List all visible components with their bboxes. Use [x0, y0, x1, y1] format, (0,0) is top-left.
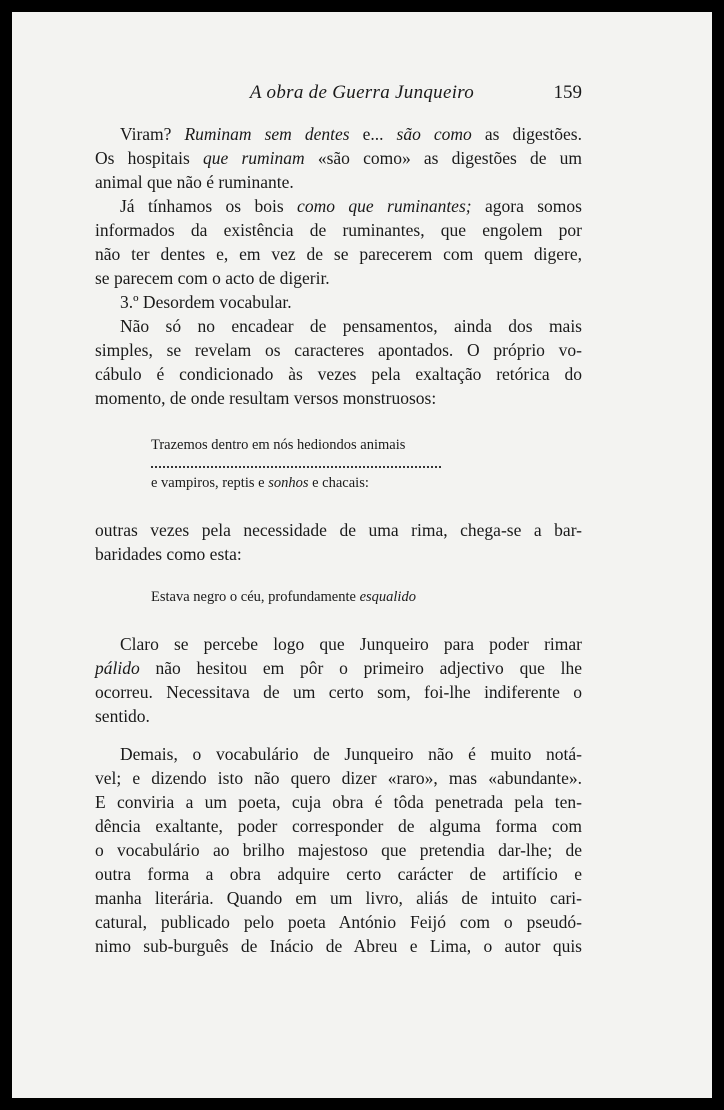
- text-line: Os hospitais que ruminam «são como» as digestões de um: [95, 148, 582, 168]
- verse-line: Trazemos dentro em nós hediondos animais: [151, 437, 406, 453]
- text-line: Demais, o vocabulário de Junqueiro não é muito notá-: [120, 744, 582, 764]
- running-title: A obra de Guerra Junqueiro: [249, 82, 475, 103]
- text-line: manha literária. Quando em um livro, aliás de intuito cari-: [95, 888, 582, 908]
- text-line: ocorreu. Necessitava de um certo som, foi-lhe indiferente o: [95, 682, 582, 702]
- text-line: momento, de onde resultam versos monstruosos:: [95, 388, 437, 408]
- text-line: não ter dentes e, em vez de se parecerem com quem digere,: [95, 244, 582, 264]
- verse-line: Estava negro o céu, profundamente esqualido: [151, 589, 416, 605]
- text-line: cábulo é condicionado às vezes pela exaltação retórica do: [95, 364, 582, 384]
- main-text: [95, 122, 582, 958]
- running-header: [12, 82, 712, 110]
- ellipsis-dots: [151, 454, 441, 468]
- text-line: Viram? Ruminam sem dentes e... são como as digestões.: [120, 124, 582, 144]
- text-line: Já tínhamos os bois como que ruminantes; agora somos: [120, 196, 582, 216]
- text-line: vel; e dizendo isto não quero dizer «raro», mas «abundante».: [95, 768, 582, 788]
- verse-line: e vampiros, reptis e sonhos e chacais:: [151, 475, 369, 491]
- text-line: simples, se revelam os caracteres apontados. O próprio vo-: [95, 340, 582, 360]
- text-line: nimo sub-burguês de Inácio de Abreu e Lima, o autor quis: [95, 936, 582, 956]
- text-line: se parecem com o acto de digerir.: [95, 268, 330, 288]
- text-line: pálido não hesitou em pôr o primeiro adjectivo que lhe: [95, 658, 582, 678]
- text-line: outras vezes pela necessidade de uma rima, chega-se a bar-: [95, 520, 582, 540]
- text-line: o vocabulário ao brilho majestoso que pretendia dar-lhe; de: [95, 840, 582, 860]
- text-line: informados da existência de ruminantes, que engolem por: [95, 220, 582, 240]
- text-line: dência exaltante, poder corresponder de alguma forma com: [95, 816, 582, 836]
- page-number: 159: [553, 82, 582, 103]
- text-line: sentido.: [95, 706, 150, 726]
- text-line: E conviria a um poeta, cuja obra é tôda penetrada pela ten-: [95, 792, 582, 812]
- book-page: [12, 12, 712, 1098]
- text-line: animal que não é ruminante.: [95, 172, 294, 192]
- text-line: catural, publicado pelo poeta António Feijó com o pseudó-: [95, 912, 582, 932]
- text-line: baridades como esta:: [95, 544, 242, 564]
- text-line: outra forma a obra adquire certo carácter de artifício e: [95, 864, 582, 884]
- section-heading: 3.º Desordem vocabular.: [120, 292, 292, 312]
- text-line: Claro se percebe logo que Junqueiro para poder rimar: [120, 634, 582, 654]
- text-line: Não só no encadear de pensamentos, ainda dos mais: [120, 316, 582, 336]
